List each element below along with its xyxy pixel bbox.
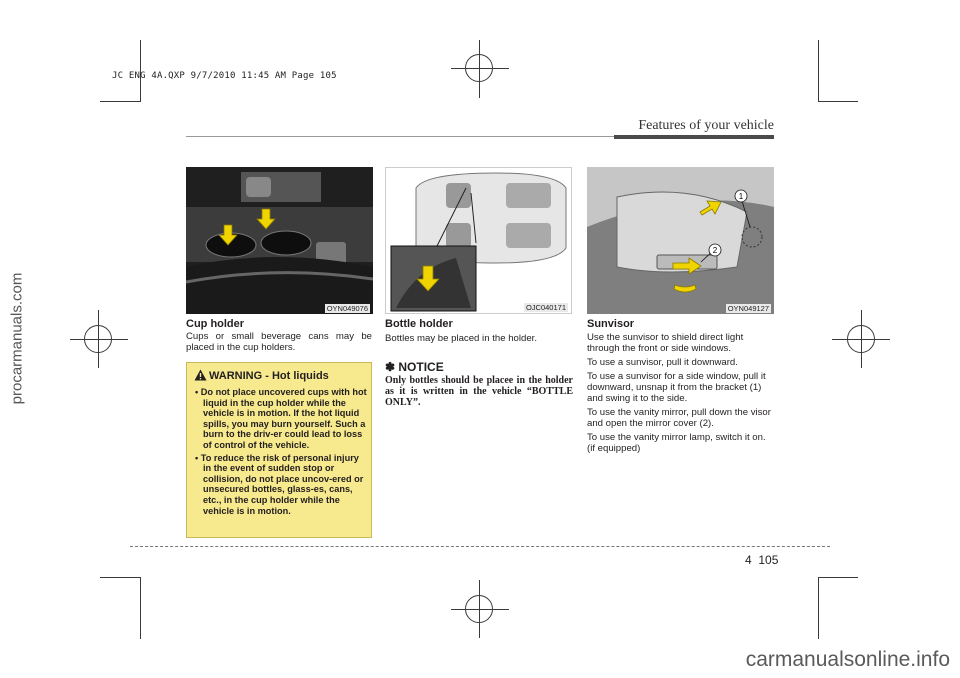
- bottle-holder-paragraph: Bottles may be placed in the holder.: [385, 333, 537, 344]
- sunvisor-paragraph: To use a sunvisor, pull it downward.: [587, 357, 738, 368]
- callout-2-label: 2: [712, 246, 718, 255]
- sunvisor-body: [587, 332, 774, 457]
- notice-heading: ✽ NOTICE: [385, 360, 444, 374]
- cup-holder-heading: Cup holder: [186, 318, 245, 330]
- warning-item: • Do not place uncovered cups with hot liquid in the cup holder while the vehicle is in motion. If the hot liquid spills, you may burn yourself. Such a burn to the driv-er could lead to loss of control of the vehicle.: [195, 387, 367, 450]
- header-bar: [614, 135, 774, 139]
- warning-box: [186, 362, 372, 538]
- sunvisor-heading: Sunvisor: [587, 318, 635, 330]
- sunvisor-paragraph: To use the vanity mirror lamp, switch it on. (if equipped): [587, 432, 766, 454]
- bottle-holder-illustration: [386, 168, 572, 314]
- cup-holder-illustration: [186, 167, 373, 314]
- page-number-value: 105: [758, 553, 779, 567]
- sunvisor-paragraph: Use the sunvisor to shield direct light through the front or side windows.: [587, 332, 744, 354]
- sunvisor-paragraph: To use the vanity mirror, pull down the visor and open the mirror cover (2).: [587, 407, 771, 429]
- sunvisor-illustration: [587, 167, 774, 314]
- warning-label: WARNING -: [209, 370, 272, 382]
- header-rule: [186, 136, 616, 137]
- sidebar-watermark: procarmanuals.com: [8, 272, 26, 405]
- cup-holder-photo: [186, 167, 373, 314]
- cup-photo-code: OYN049076: [326, 304, 368, 313]
- bottle-holder-heading: Bottle holder: [385, 318, 453, 330]
- footer-watermark: carmanualsonline.info: [745, 648, 950, 671]
- warning-item-text: Do not place uncovered cups with hot liquid in the cup holder while the vehicle is in motion. If the hot liquid spills, you may burn yourself. Such a burn to the driv-er could lead to loss of control of the vehicle.: [200, 387, 367, 450]
- warning-list: [193, 387, 367, 518]
- cup-holder-body: [186, 331, 372, 356]
- callout-1-label: 1: [738, 192, 744, 201]
- cup-holder-paragraph: Cups or small beverage cans may be placed in the cup holders.: [186, 331, 372, 353]
- page-number-rule: [130, 546, 830, 547]
- warning-topic: Hot liquids: [271, 370, 329, 382]
- sunvisor-photo: [587, 167, 774, 314]
- section-title: Features of your vehicle: [638, 118, 774, 133]
- bottle-photo-code: OJC040171: [525, 303, 566, 312]
- page-number: [745, 553, 778, 567]
- sunvisor-paragraph: To use a sunvisor for a side window, pull it downward, unsnap it from the bracket (1) and swing it to the side.: [587, 371, 766, 404]
- bottle-holder-photo: [385, 167, 572, 314]
- notice-body: Only bottles should be placee in the holder as it is written in the vehicle “BOTTLE ONLY”.: [385, 375, 573, 408]
- bottle-holder-body: [385, 333, 573, 347]
- warning-item: • To reduce the risk of personal injury in the event of sudden stop or collision, do not place uncov-ered or unsecured bottles, glass-es, cans, etc., in the cup holder while the vehicle is in motion.: [195, 452, 364, 516]
- sunvisor-photo-code: OYN049127: [727, 304, 769, 313]
- warning-title: [209, 370, 329, 382]
- chapter-number: 4: [745, 553, 752, 567]
- warning-item-text: To reduce the risk of personal injury in the event of sudden stop or collision, do not place uncov-ered or unsecured bottles, glass-es, cans, etc., in the cup holder while the vehicle is in motion.: [200, 452, 364, 516]
- warning-triangle-icon: [194, 369, 207, 381]
- print-slug: JC ENG 4A.QXP 9/7/2010 11:45 AM Page 105: [112, 71, 337, 81]
